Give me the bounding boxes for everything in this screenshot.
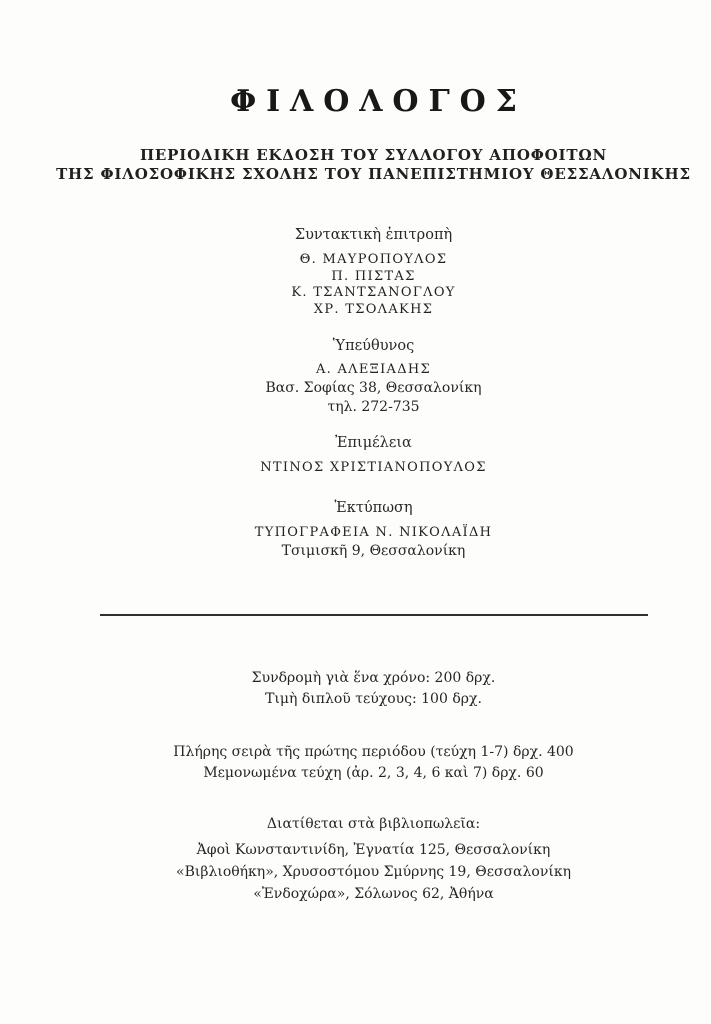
committee-member: Π. ΠΙΣΤΑΣ [331,268,416,284]
page-content [18,0,711,1024]
bookstore-entry: «Βιβλιοθήκη», Χρυσοστόμου Σμύρνης 19, Θεσσαλονίκη [176,864,571,880]
bookstore-entry: «Ἐνδοχώρα», Σόλωνος 62, Ἀθήνα [253,886,494,902]
full-series-price-line: Πλήρης σειρὰ τῆς πρώτης περιόδου (τεύχη 1-7) δρχ. 400 [173,744,574,760]
editorial-committee-members [18,252,711,318]
committee-member: Θ. ΜΑΥΡΟΠΟΥΛΟΣ [299,252,448,267]
curation-name: ΝΤΙΝΟΣ ΧΡΙΣΤΙΑΝΟΠΟΥΛΟΣ [260,460,487,475]
responsible-address: Βασ. Σοφίας 38, Θεσσαλονίκη [265,380,482,396]
bookstores-list [18,839,711,905]
printing-name: ΤΥΠΟΓΡΑΦΕΙΑ Ν. ΝΙΚΟΛΑΪΔΗ [254,525,493,540]
bookstore-entry: Ἀφοὶ Κωνσταντινίδη, Ἐγνατία 125, Θεσσαλονίκη [196,842,551,858]
responsible-heading: Ὑπεύθυνος [332,338,415,354]
committee-member: Κ. ΤΣΑΝΤΣΑΝΟΓΛΟΥ [291,285,456,300]
subtitle-line-1: ΠΕΡΙΟΔΙΚΗ ΕΚΔΟΣΗ ΤΟΥ ΣΥΛΛΟΓΟΥ ΑΠΟΦΟΙΤΩΝ [139,146,608,164]
subtitle-line-2: ΤΗΣ ΦΙΛΟΣΟΦΙΚΗΣ ΣΧΟΛΗΣ ΤΟΥ ΠΑΝΕΠΙΣΤΗΜΙΟΥ ΘΕΣΣΑΛΟΝΙΚΗΣ [56,165,691,183]
journal-subtitle [18,146,711,184]
subscription-price-line: Συνδρομὴ γιὰ ἕνα χρόνο: 200 δρχ. [251,670,496,686]
printing-address: Τσιμισκῆ 9, Θεσσαλονίκη [281,543,466,559]
journal-title: ΦΙΛΟΛΟΓΟΣ [230,84,527,119]
double-issue-price-line: Τιμὴ διπλοῦ τεύχους: 100 δρχ. [265,691,482,707]
editorial-committee-heading: Συντακτικὴ ἐπιτροπὴ [294,227,453,243]
printing-heading: Ἐκτύπωση [334,500,413,516]
responsible-phone: τηλ. 272-735 [327,399,420,415]
curation-heading: Ἐπιμέλεια [335,435,412,451]
committee-member: ΧΡ. ΤΣΟΛΑΚΗΣ [313,301,434,317]
single-issues-price-line: Μεμονωμένα τεύχη (ἀρ. 2, 3, 4, 6 καὶ 7) δρχ. 60 [203,765,544,781]
horizontal-divider-rule [100,614,648,616]
responsible-name: Α. ΑΛΕΞΙΑΔΗΣ [315,362,432,377]
bookstores-heading: Διατίθεται στὰ βιβλιοπωλεῖα: [266,816,481,832]
